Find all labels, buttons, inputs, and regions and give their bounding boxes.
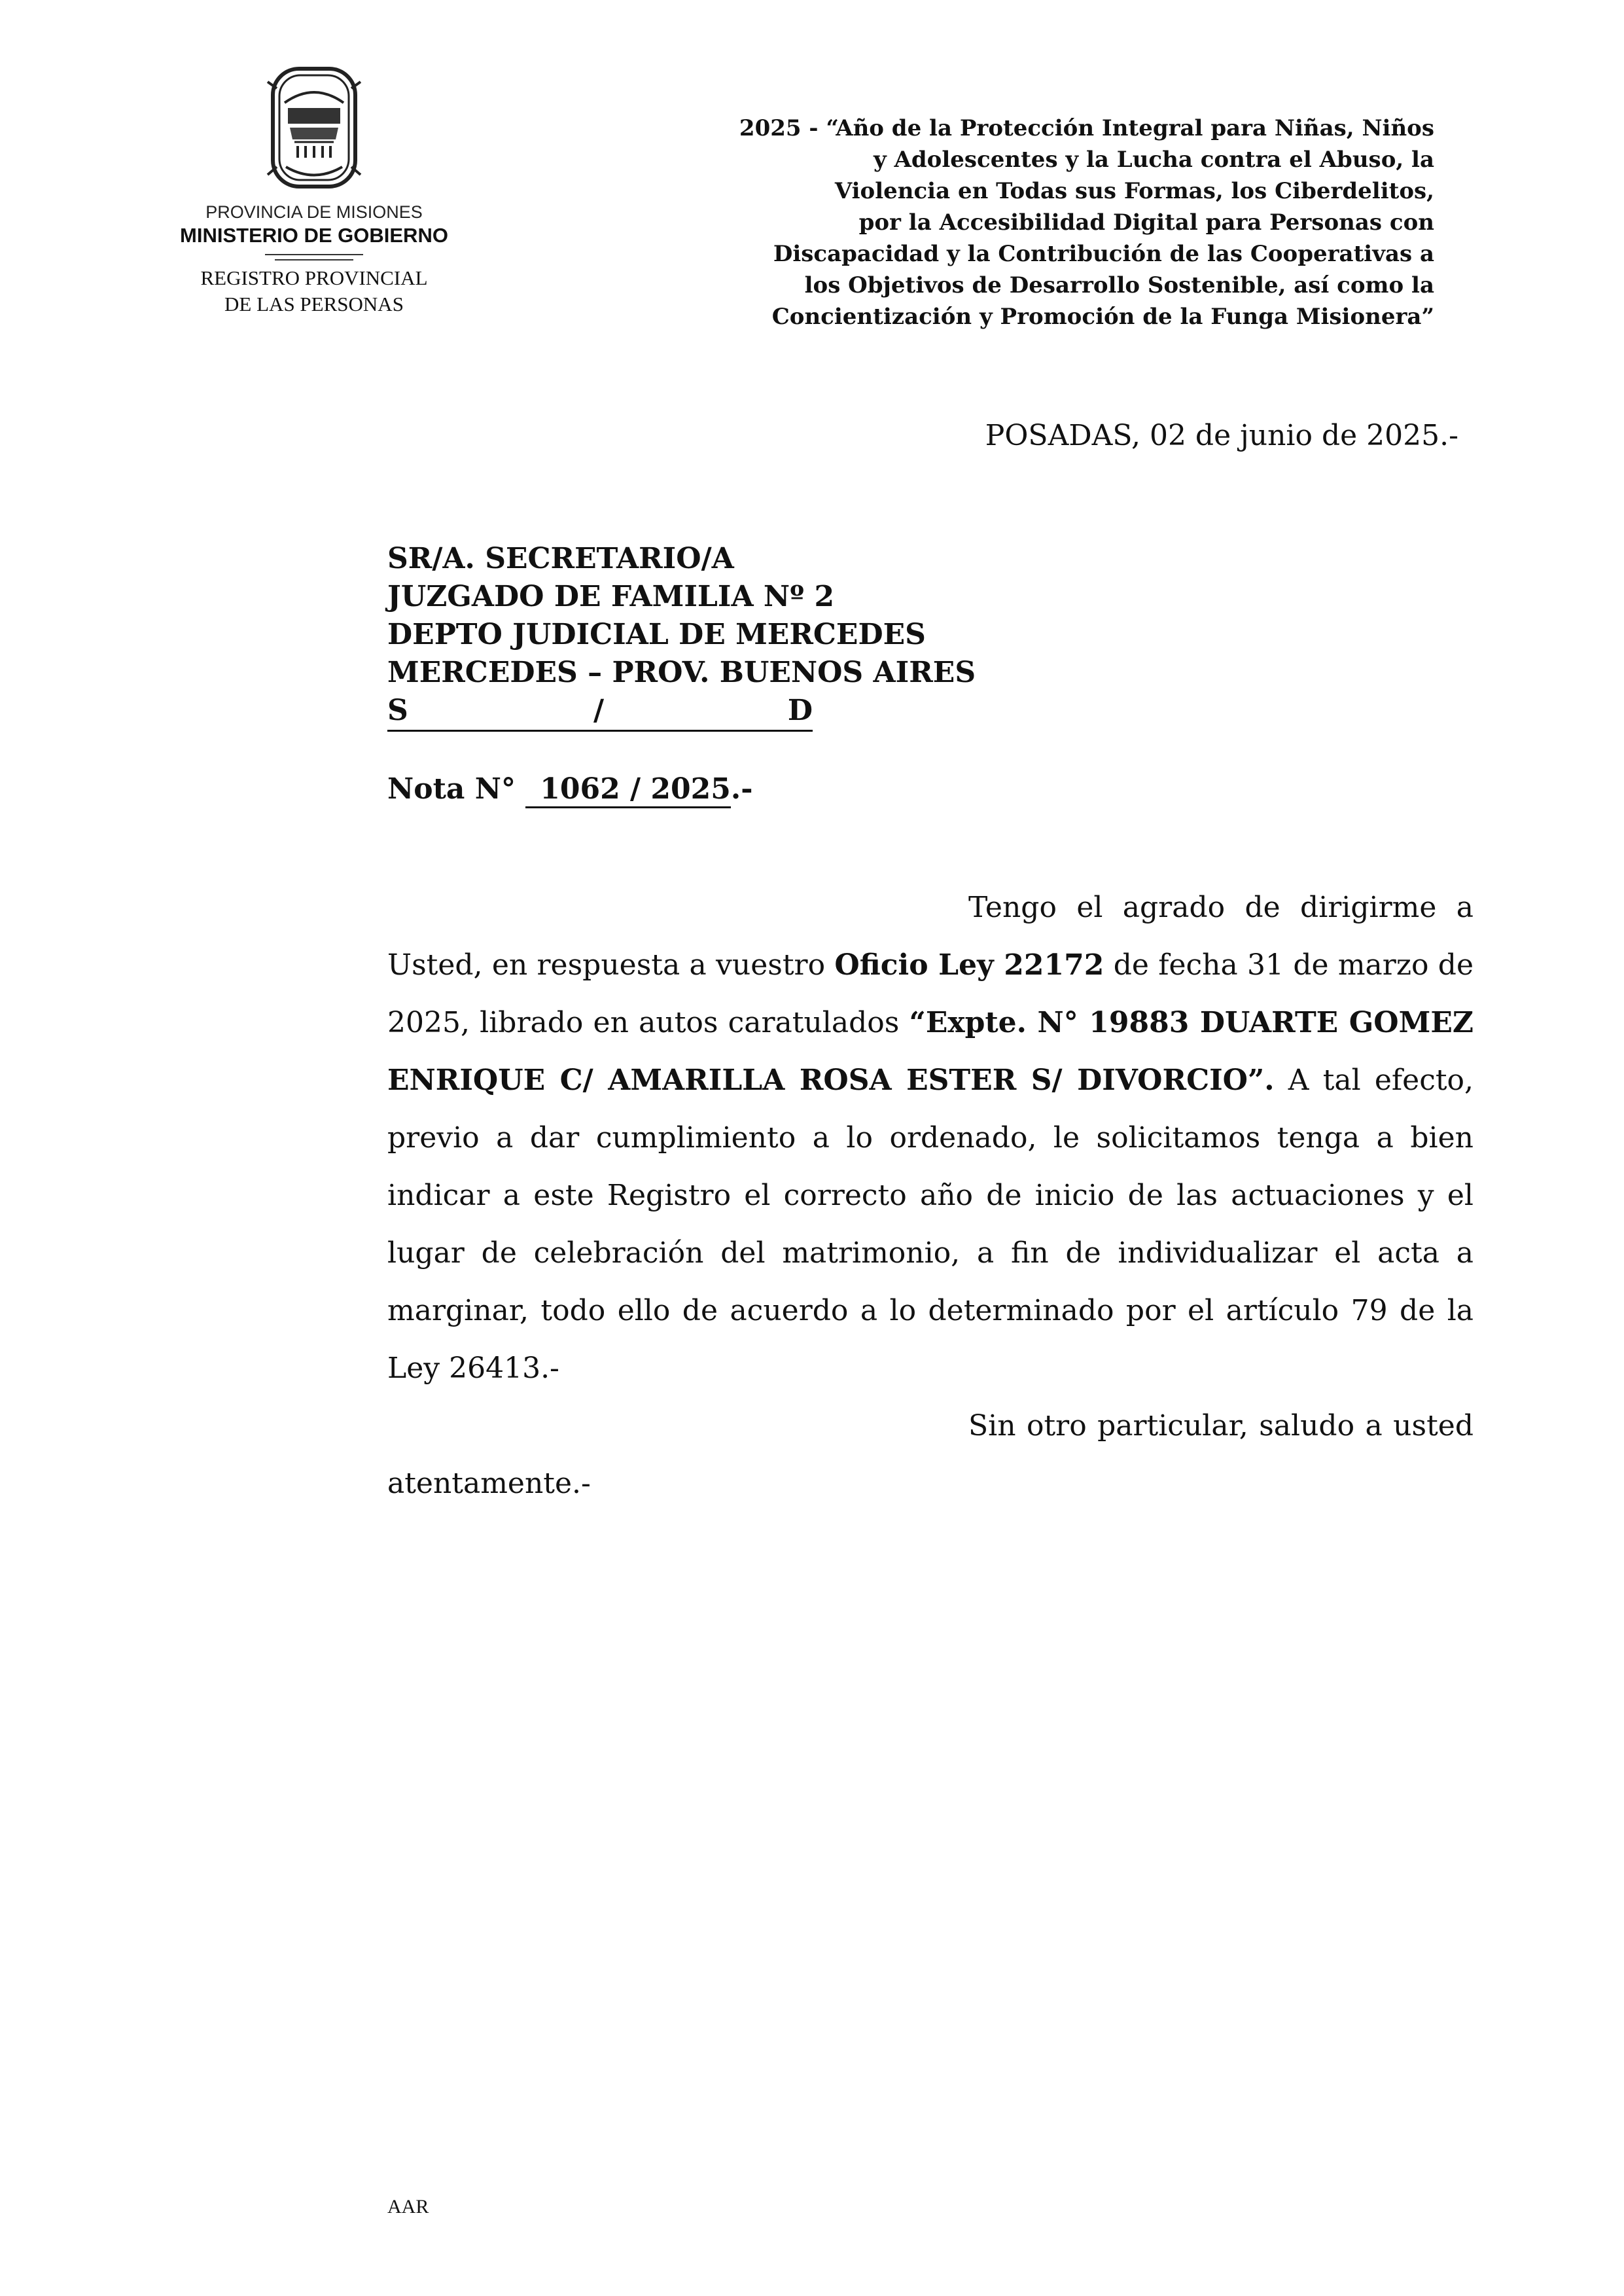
motto-line: Discapacidad y la Contribución de las Cooperativas a (773, 241, 1434, 267)
logo-divider (265, 254, 363, 255)
ministry-name: MINISTERIO DE GOBIERNO (180, 224, 448, 247)
addressee-block (387, 540, 976, 732)
sd-s: S (387, 694, 408, 727)
su-despacho-line (387, 692, 813, 732)
addressee-line: DEPTO JUDICIAL DE MERCEDES (387, 618, 926, 651)
letter-date: POSADAS, 02 de junio de 2025.- (985, 419, 1458, 452)
registry-line-2: DE LAS PERSONAS (224, 293, 404, 315)
note-suffix: .- (730, 772, 753, 806)
body-bold-expediente: “Expte. N° 19883 DUARTE GOMEZ ENRIQUE C/ AMARILLA ROSA ESTER S/ DIVORCIO”. (387, 1006, 1474, 1097)
sd-d: D (787, 694, 813, 727)
body-paragraph-2 (387, 1397, 1474, 1513)
province-name: PROVINCIA DE MISIONES (205, 202, 423, 222)
addressee-line: MERCEDES – PROV. BUENOS AIRES (387, 656, 976, 689)
year-motto (602, 113, 1434, 332)
addressee-line: JUZGADO DE FAMILIA Nº 2 (387, 580, 835, 613)
addressee-line: SR/A. SECRETARIO/A (387, 542, 734, 575)
motto-line: Concientización y Promoción de la Funga Misionera” (771, 304, 1434, 330)
body-bold-oficio: Oficio Ley 22172 (834, 948, 1104, 982)
typist-initials: AAR (387, 2196, 429, 2217)
closing-text: Sin otro particular, saludo a usted atentamente.- (387, 1409, 1474, 1500)
logo-divider-short (275, 259, 353, 260)
note-number (387, 772, 753, 808)
note-label: Nota N° (387, 772, 516, 806)
letter-body (387, 879, 1474, 1513)
body-text: Tengo el agrado de dirigirme a Usted, en respuesta a vuestro (387, 891, 1474, 982)
body-paragraph-1 (387, 879, 1474, 1397)
motto-line: y Adolescentes y la Lucha contra el Abuso, la (873, 147, 1434, 173)
motto-line: los Objetivos de Desarrollo Sostenible, así como la (804, 272, 1434, 298)
note-number-value: 1062 / 2025 (525, 772, 731, 808)
letterhead-logo (150, 62, 478, 260)
registry-name (150, 265, 478, 317)
registry-line-1: REGISTRO PROVINCIAL (200, 266, 428, 289)
provincial-seal-icon (258, 62, 370, 193)
motto-line: Violencia en Todas sus Formas, los Ciberdelitos, (834, 178, 1434, 204)
motto-line: 2025 - “Año de la Protección Integral para Niñas, Niños (739, 115, 1434, 141)
body-text: A tal efecto, previo a dar cumplimiento a lo ordenado, le solicitamos tenga a bien indicar a este Registro el correcto año de inicio de las actuaciones y el lugar de celebración del matrimonio, a fin de individualizar el acta a marginar, todo ello de acuerdo a lo determinado por el artículo 79 de la Ley 26413.- (387, 1064, 1474, 1385)
body-text: de fecha 31 de marzo de 2025, librado en autos caratulados (387, 948, 1474, 1039)
motto-line: por la Accesibilidad Digital para Personas con (858, 209, 1434, 236)
sd-slash: / (593, 694, 605, 727)
